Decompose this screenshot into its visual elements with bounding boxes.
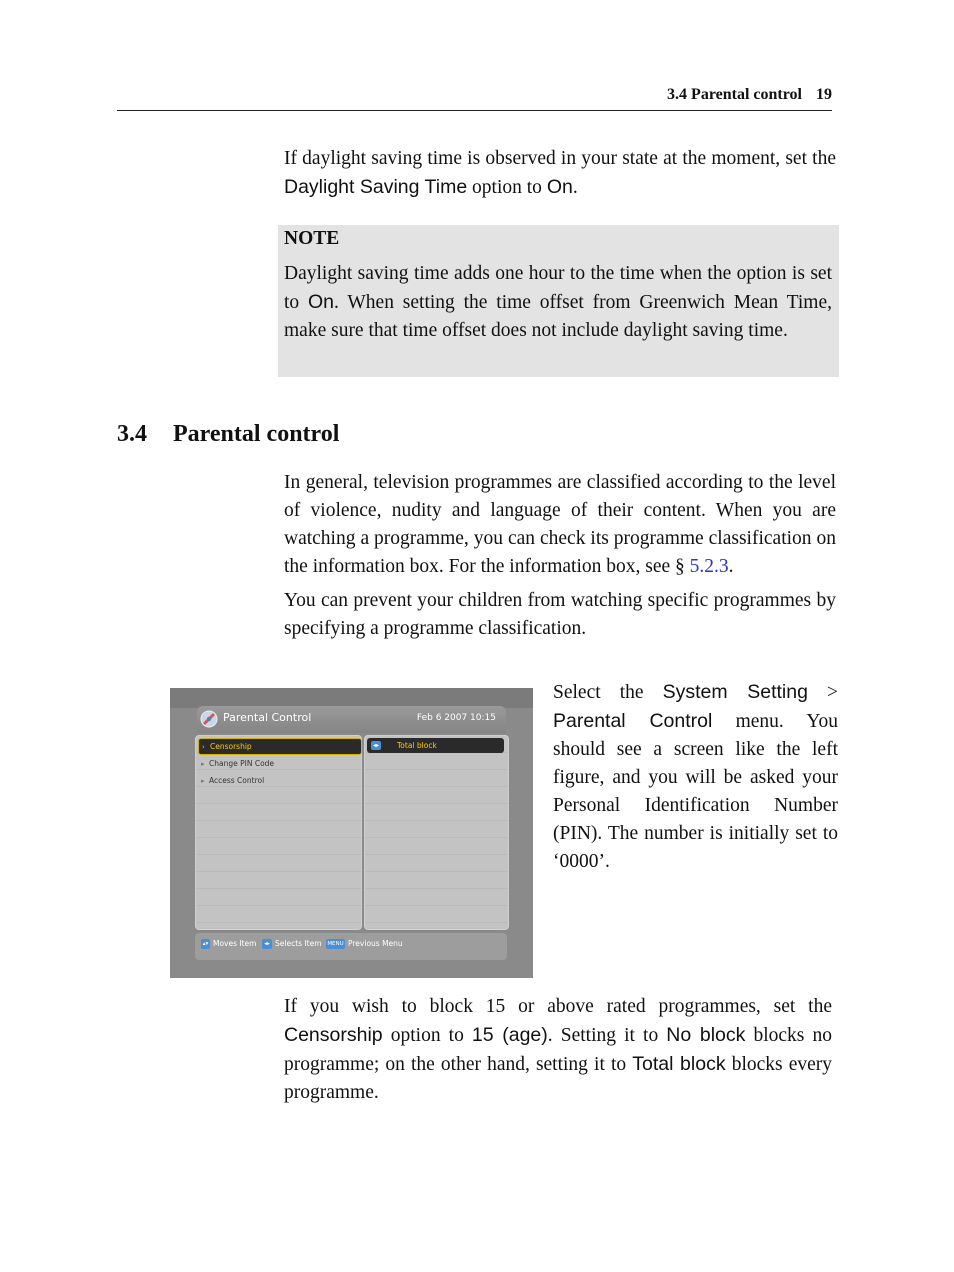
- para3-text: If you wish to block 15 or above rated programmes, set the: [284, 996, 832, 1017]
- note-box: [278, 225, 839, 377]
- section-link[interactable]: 5.2.3: [689, 556, 729, 577]
- section-title: Parental control: [173, 421, 340, 447]
- parental-control-screenshot: [170, 688, 533, 978]
- section-number: 3.4: [117, 421, 147, 447]
- screen-datetime: Feb 6 2007 10:15: [416, 713, 496, 723]
- header-section: 3.4 Parental control: [667, 86, 802, 103]
- note-text-2: . When setting the time offset from Greenwich Mean Time, make sure that time offset does not include daylight saving time.: [284, 292, 832, 341]
- para1-end: .: [728, 556, 734, 577]
- side-text-2: menu. You should see a screen like the left figure, and you will be asked your Personal Identification Number (PIN). The number is initially set to ‘0000’.: [553, 711, 838, 872]
- footer-selects: Selects Item: [275, 939, 322, 948]
- side-paragraph: [553, 678, 838, 876]
- paragraph-classification: [284, 469, 836, 581]
- body-paragraphs: [284, 469, 836, 643]
- value-total-block: Total block: [632, 1053, 726, 1075]
- running-header: [117, 86, 832, 111]
- screen-title: Parental Control: [223, 711, 312, 724]
- para3-text-3: . Setting it to: [547, 1025, 667, 1046]
- intro-option: Daylight Saving Time: [284, 176, 468, 198]
- intro-paragraph: [284, 145, 836, 202]
- footer-moves: Moves Item: [213, 939, 257, 948]
- value-15-age: 15 (age): [471, 1024, 548, 1046]
- side-menu-2: Parental Control: [553, 710, 713, 732]
- section-heading: [117, 418, 339, 450]
- settings-logo-icon: [200, 710, 218, 728]
- value-panel: [364, 735, 509, 930]
- top-band: [170, 688, 533, 708]
- note-title: NOTE: [284, 228, 340, 249]
- intro-value: On: [546, 176, 573, 198]
- triangle-right-icon: ▸: [201, 777, 205, 785]
- page-number: 19: [816, 86, 832, 103]
- menu-item-censorship[interactable]: [198, 738, 362, 755]
- triangle-right-icon: ▸: [201, 760, 205, 768]
- option-censorship: Censorship: [284, 1024, 383, 1046]
- note-text: Daylight saving time adds one hour to the time when the option is set to: [284, 263, 832, 313]
- menu-key-icon: MENU: [327, 941, 344, 947]
- screen-footer: [195, 933, 507, 960]
- footer-previous: Previous Menu: [348, 939, 403, 948]
- intro-text-2: option to: [467, 177, 547, 198]
- side-text: Select the: [553, 682, 663, 703]
- left-right-arrows-icon: ◂▸: [372, 742, 380, 749]
- up-down-key-icon: ▴▾: [202, 941, 209, 947]
- side-menu-1: System Setting: [662, 681, 808, 703]
- side-sep: >: [807, 682, 839, 703]
- value-no-block: No block: [666, 1024, 746, 1046]
- paragraph-prevent: You can prevent your children from watching specific programmes by specifying a programme classification.: [284, 590, 836, 639]
- screen-titlebar: [197, 706, 506, 733]
- menu-panel: [195, 735, 362, 930]
- left-right-key-icon: ◂▸: [262, 939, 272, 949]
- note-value: On: [308, 291, 335, 313]
- intro-text-3: .: [572, 177, 578, 198]
- censorship-paragraph: [284, 993, 832, 1107]
- para1-text: In general, television programmes are classified according to the level of violence, nudity and language of their content. When you are watching a programme, you can check its programme classification on the information box. For the information box, see §: [284, 472, 836, 577]
- value-label: Total block: [397, 741, 437, 750]
- menu-item-label: Access Control: [209, 776, 265, 785]
- para3-text-4: blocks no programme; on the other hand, setting it to: [284, 1025, 832, 1075]
- chevron-right-icon: ›: [202, 743, 205, 751]
- value-selector[interactable]: [367, 738, 504, 753]
- para3-text-5: blocks every programme.: [284, 1054, 832, 1103]
- intro-text: If daylight saving time is observed in your state at the moment, set the: [284, 148, 836, 169]
- para3-text-2: option to: [382, 1025, 472, 1046]
- menu-item-label: Change PIN Code: [209, 759, 275, 768]
- note-body: [284, 260, 832, 345]
- menu-item-label: Censorship: [210, 742, 252, 751]
